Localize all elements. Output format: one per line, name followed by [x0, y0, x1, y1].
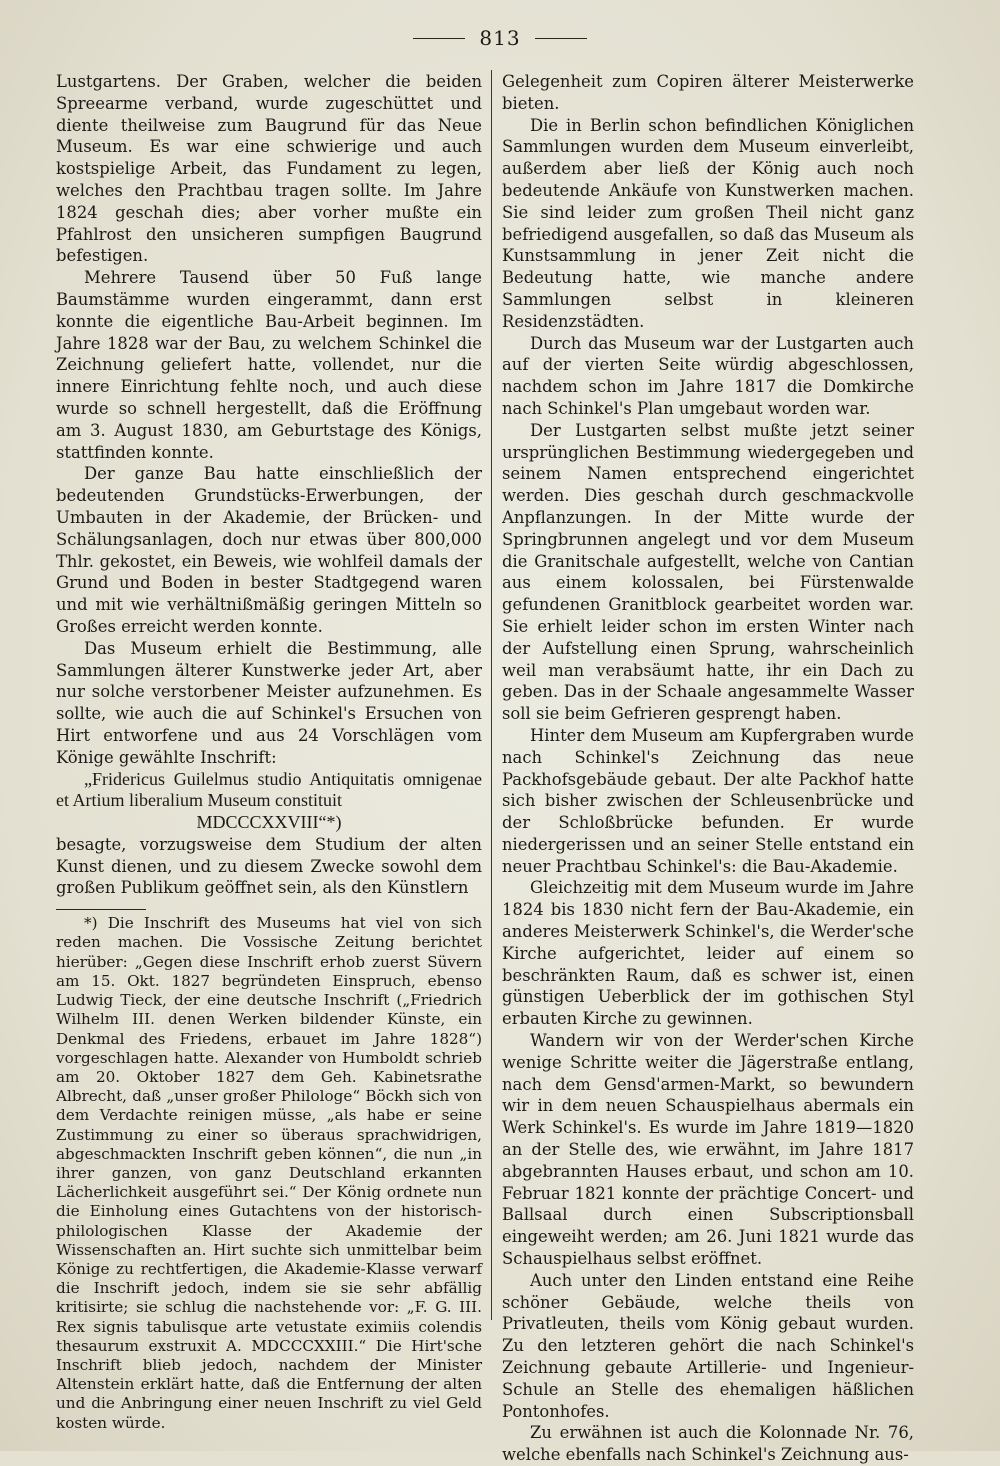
page-number: 813: [479, 26, 521, 50]
right-paragraph-5: Hinter dem Museum am Kupfergraben wurde nach Schinkel's Zeichnung das neue Packhofsgebäude gebaut. Der alte Packhof hatte sich bisher zwischen der Schleusenbrücke und der Schloßbrücke befunden. Er wurde niedergerissen und an seiner Stelle entstand ein neuer Prachtbau Schinkel's: die Bau-Akademie.: [502, 725, 914, 876]
left-paragraph-3: Der ganze Bau hatte einschließlich der bedeutenden Grundstücks-Erwerbungen, der Umbauten in der Akademie, der Brücken- und Schälungsanlagen, doch nur etwas über 800,000 Thlr. gekostet, ein Beweis, wie wohlfeil damals der Grund und Boden in bester Stadtgegend waren und mit wie verhältnißmäßig geringen Mitteln so Großes erreicht werden konnte.: [56, 464, 482, 636]
right-paragraph-3: Durch das Museum war der Lustgarten auch auf der vierten Seite würdig abgeschlossen, nachdem schon im Jahre 1817 die Domkirche nach Schinkel's Plan umgebaut worden war.: [502, 333, 914, 418]
left-paragraph-1: Lustgartens. Der Graben, welcher die beiden Spreearme verband, wurde zugeschüttet und diente theilweise zum Baugrund für das Neue Museum. Es war eine schwierige und auch kostspielige Arbeit, das Fundament zu legen, welches den Prachtbau tragen sollte. Im Jahre 1824 geschah dies; aber vorher mußte ein Pfahlrost den unsicheren sumpfigen Baugrund befestigen.: [56, 72, 482, 266]
page-header: [0, 26, 1000, 50]
left-column: [56, 71, 482, 1433]
left-paragraph-5: besagte, vorzugsweise dem Studium der alten Kunst dienen, und zu diesem Zwecke sowohl dem großen Publikum geöffnet sein, als den Künstlern: [56, 834, 482, 898]
right-paragraph-2: Die in Berlin schon befindlichen Königlichen Sammlungen wurden dem Museum einverleibt, außerdem aber ließ der König auch noch bedeutende Ankäufe von Kunstwerken machen. Sie sind leider zum großen Theil nicht ganz befriedigend ausgefallen, so daß das Museum als Kunstsammlung in jener Zeit nicht die Bedeutung hatte, wie manche andere Sammlungen selbst in kleineren Residenzstädten.: [502, 115, 914, 331]
right-paragraph-7: Wandern wir von der Werder'schen Kirche wenige Schritte weiter die Jägerstraße entlang, nach dem Gensd'armen-Markt, so bewundern wir in dem neuen Schauspielhaus abermals ein Werk Schinkel's. Es wurde im Jahre 1819—1820 an der Stelle des, wie erwähnt, im Jahre 1817 abgebrannten Hauses erbaut, und schon am 10. Februar 1821 konnte der prächtige Concert- und Ballsaal durch einen Subscriptionsball eingeweiht werden; am 26. Juni 1821 wurde das Schauspielhaus selbst eröffnet.: [502, 1031, 914, 1269]
footnote: [56, 914, 482, 1432]
column-divider: [491, 70, 492, 1320]
footnote-text: *) Die Inschrift des Museums hat viel von sich reden machen. Die Vossische Zeitung berichtet hierüber: „Gegen diese Inschrift erhob zuerst Süvern am 15. Okt. 1827 begründeten Einspruch, ebenso Ludwig Tieck, der eine deutsche Inschrift („Friedrich Wilhelm III. denen Werken bildender Künste, ein Denkmal des Friedens, erbauet im Jahre 1828“) vorgeschlagen hatte. Alexander von Humboldt schrieb am 20. Oktober 1827 dem Geh. Kabinetsrathe Albrecht, daß „unser großer Philologe“ Böckh sich von dem Verdachte reinigen müsse, „als habe er seine Zustimmung zu einer so überaus sprachwidrigen, abgeschmackten Inschrift geben können“, die nun „in ihrer ganzen, von ganz Deutschland erkannten Lächerlichkeit ausgeführt sei.“ Der König ordnete nun die Einholung eines Gutachtens von der historisch-philologischen Klasse der Akademie der Wissenschaften an. Hirt suchte sich unmittelbar beim Könige zu rechtfertigen, die Akademie-Klasse verwarf die Inschrift jedoch, indem sie sie sehr abfällig kritisirte; sie schlug die nachstehende vor: „F. G. III. Rex signis tabulisque arte vetustate eximiis colendis thesaurum exstruxit A. MDCCCXXIII.“ Die Hirt'sche Inschrift blieb jedoch, nachdem der Minister Altenstein erklärt hatte, daß die Entfernung der alten und die Anbringung einer neuen Inschrift zu viel Geld kosten würde.: [56, 914, 482, 1432]
right-paragraph-9: Zu erwähnen ist auch die Kolonnade Nr. 76, welche ebenfalls nach Schinkel's Zeichnung aus-: [502, 1423, 914, 1465]
left-paragraph-2: Mehrere Tausend über 50 Fuß lange Baumstämme wurden eingerammt, dann erst konnte die eigentliche Bau-Arbeit beginnen. Im Jahre 1828 war der Bau, zu welchem Schinkel die Zeichnung geliefert hatte, vollendet, nur die innere Einrichtung fehlte noch, und auch diese wurde so schnell hergestellt, daß die Eröffnung am 3. August 1830, am Geburtstage des Königs, stattfinden konnte.: [56, 268, 482, 462]
latin-inscription: „Fridericus Guilelmus studio Antiquitatis omnigenae et Artium liberalium Museum constituit: [56, 768, 482, 811]
left-paragraph-4: Das Museum erhielt die Bestimmung, alle Sammlungen älterer Kunstwerke jeder Art, aber nur solche verstorbener Meister aufzunehmen. Es sollte, wie auch die auf Schinkel's Ersuchen von Hirt entworfene und aus 24 Vorschlägen vom Könige gewählte Inschrift:: [56, 638, 482, 767]
latin-inscription-date: MDCCCXXVIII“*): [196, 812, 342, 833]
right-paragraph-1: Gelegenheit zum Copiren älterer Meisterwerke bieten.: [502, 72, 914, 113]
right-paragraph-8: Auch unter den Linden entstand eine Reihe schöner Gebäude, welche theils von Privatleuten, theils vom König gebaut wurden. Zu den letzteren gehört die nach Schinkel's Zeichnung gebaute Artillerie- und Ingenieur-Schule an Stelle des ehemaligen häßlichen Pontonhofes.: [502, 1270, 914, 1421]
right-column: [502, 71, 914, 1466]
header-rule-left: [413, 38, 465, 39]
right-paragraph-6: Gleichzeitig mit dem Museum wurde im Jahre 1824 bis 1830 nicht fern der Bau-Akademie, ein anderes Meisterwerk Schinkel's, die Werder'sche Kirche aufgerichtet, leider auf einem so beschränkten Raum, daß es schwer ist, einen günstigen Ueberblick der im gothischen Styl erbauten Kirche zu gewinnen.: [502, 878, 914, 1029]
footnote-rule: [56, 909, 146, 910]
right-paragraph-4: Der Lustgarten selbst mußte jetzt seiner ursprünglichen Bestimmung wiedergegeben und seinem Namen entsprechend eingerichtet werden. Dies geschah durch geschmackvolle Anpflanzungen. In der Mitte wurde der Springbrunnen angelegt und vor dem Museum die Granitschale aufgestellt, welche von Cantian aus einem kolossalen, bei Fürstenwalde gefundenen Granitblock gearbeitet worden war. Sie erhielt leider schon im ersten Winter nach der Aufstellung einen Sprung, wahrscheinlich weil man verabsäumt hatte, ihr ein Dach zu geben. Das in der Schaale angesammelte Wasser soll sie beim Gefrieren gesprengt haben.: [502, 420, 914, 724]
header-rule-right: [535, 38, 587, 39]
